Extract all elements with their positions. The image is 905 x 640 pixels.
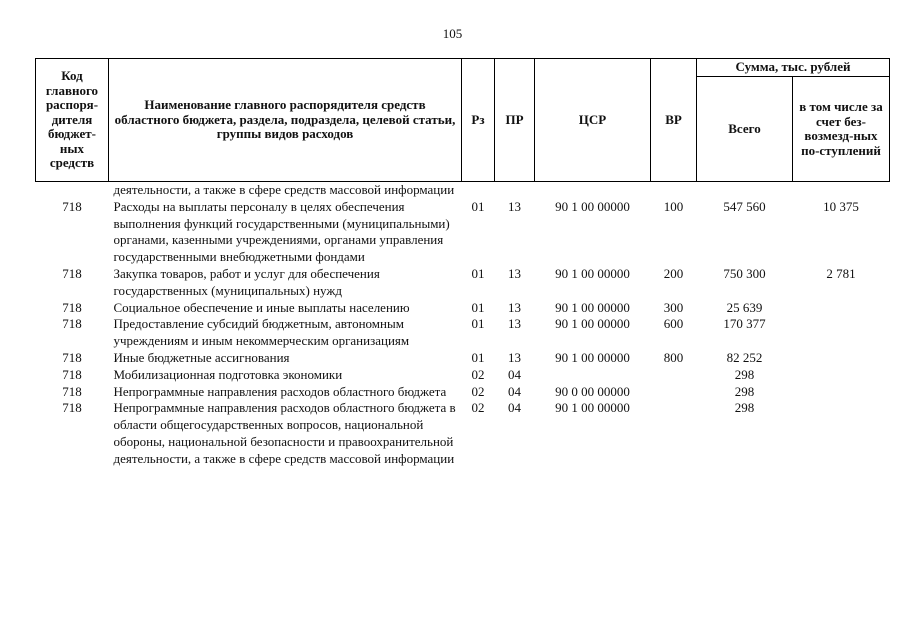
header-csr: ЦСР <box>535 59 651 182</box>
table-row <box>36 182 890 199</box>
total-cell: 298 <box>734 400 755 416</box>
name-cell: Закупка товаров, работ и услуг для обеспечения государственных (муниципальных) нужд <box>113 265 380 298</box>
name-cell: Расходы на выплаты персоналу в целях обеспечения выполнения функций государственными (муниципальными) органами, казенными учреждениями, органами управления государственными внебюджетными фондами <box>113 198 450 265</box>
pr-cell: 13 <box>508 198 521 214</box>
csr-cell: 90 1 00 00000 <box>555 265 630 281</box>
pr-cell: 04 <box>508 383 521 399</box>
page-number: 105 <box>442 26 463 41</box>
including-cell: 10 375 <box>823 198 859 214</box>
name-cell: Иные бюджетные ассигнования <box>113 349 290 365</box>
table-row <box>36 316 890 350</box>
header-pr: ПР <box>495 59 535 182</box>
name-cell: Предоставление субсидий бюджетным, автономным учреждениям и иным некоммерческим организациям <box>113 316 410 349</box>
csr-cell: 90 1 00 00000 <box>555 349 630 365</box>
vr-cell <box>651 400 697 467</box>
total-cell <box>697 182 793 199</box>
code-cell: 718 <box>62 265 82 281</box>
table-row <box>36 266 890 300</box>
csr-cell: 90 0 00 00000 <box>555 383 630 399</box>
vr-cell <box>651 367 697 384</box>
including-cell <box>793 182 890 199</box>
rz-cell <box>462 182 495 199</box>
total-cell: 25 639 <box>726 299 763 315</box>
pr-cell <box>495 182 535 199</box>
csr-cell: 90 1 00 00000 <box>555 198 630 214</box>
including-cell <box>793 384 890 401</box>
table-row <box>36 199 890 266</box>
csr-cell <box>535 367 651 384</box>
including-cell: 2 781 <box>826 265 856 281</box>
including-cell <box>793 367 890 384</box>
vr-cell: 100 <box>663 198 684 214</box>
code-cell: 718 <box>62 400 82 416</box>
vr-cell: 600 <box>663 316 684 332</box>
pr-cell: 04 <box>508 366 521 382</box>
total-cell: 298 <box>734 366 755 382</box>
pr-cell: 04 <box>508 400 521 416</box>
rz-cell: 01 <box>471 349 485 365</box>
code-cell: 718 <box>62 316 82 332</box>
vr-cell <box>651 384 697 401</box>
table-row <box>36 384 890 401</box>
code-cell: 718 <box>62 366 82 382</box>
header-vr: ВР <box>651 59 697 182</box>
rz-cell: 02 <box>471 383 485 399</box>
rz-cell: 01 <box>471 198 485 214</box>
pr-cell: 13 <box>508 299 521 315</box>
name-cell: деятельности, а также в сфере средств массовой информации <box>113 182 455 197</box>
pr-cell: 13 <box>508 265 521 281</box>
including-cell <box>793 316 890 350</box>
csr-cell: 90 1 00 00000 <box>555 299 630 315</box>
csr-cell <box>535 182 651 199</box>
rz-cell: 02 <box>471 366 485 382</box>
header-total: Всего <box>697 77 793 182</box>
code-cell: 718 <box>62 299 82 315</box>
header-code: Код главного распоря-дителя бюджет-ных средств <box>36 59 109 182</box>
table-row <box>36 367 890 384</box>
name-cell: Непрограммные направления расходов областного бюджета в области общегосударственных вопросов, национальной обороны, национальной безопасности и правоохранительной деятельности, а также в сфере средств массовой информации <box>113 400 456 466</box>
budget-table <box>35 58 890 468</box>
including-cell <box>793 350 890 367</box>
header-rz: Рз <box>462 59 495 182</box>
total-cell: 82 252 <box>726 349 763 365</box>
name-cell: Мобилизационная подготовка экономики <box>113 366 343 382</box>
table-body <box>36 182 890 468</box>
including-cell <box>793 300 890 317</box>
header-including: в том числе за счет без-возмезд-ных по-ступлений <box>793 77 890 182</box>
including-cell <box>793 400 890 467</box>
pr-cell: 13 <box>508 316 521 332</box>
header-name: Наименование главного распорядителя средств областного бюджета, раздела, подраздела, целевой статьи, группы видов расходов <box>109 59 462 182</box>
rz-cell: 01 <box>471 316 485 332</box>
rz-cell: 01 <box>471 299 485 315</box>
vr-cell: 800 <box>663 349 684 365</box>
total-cell: 750 300 <box>723 265 766 281</box>
name-cell: Непрограммные направления расходов областного бюджета <box>113 383 447 399</box>
csr-cell: 90 1 00 00000 <box>555 316 630 332</box>
vr-cell <box>651 182 697 199</box>
code-cell: 718 <box>62 198 82 214</box>
rz-cell: 01 <box>471 265 485 281</box>
total-cell: 170 377 <box>723 316 766 332</box>
code-cell: 718 <box>62 349 82 365</box>
total-cell: 547 560 <box>723 198 766 214</box>
csr-cell: 90 1 00 00000 <box>555 400 630 416</box>
code-cell <box>36 182 109 199</box>
rz-cell: 02 <box>471 400 485 416</box>
name-cell: Социальное обеспечение и иные выплаты населению <box>113 299 410 315</box>
table-row <box>36 400 890 467</box>
vr-cell: 200 <box>663 265 684 281</box>
pr-cell: 13 <box>508 349 521 365</box>
header-sum: Сумма, тыс. рублей <box>697 59 890 77</box>
table-row <box>36 350 890 367</box>
vr-cell: 300 <box>663 299 684 315</box>
total-cell: 298 <box>734 383 755 399</box>
code-cell: 718 <box>62 383 82 399</box>
table-row <box>36 300 890 317</box>
